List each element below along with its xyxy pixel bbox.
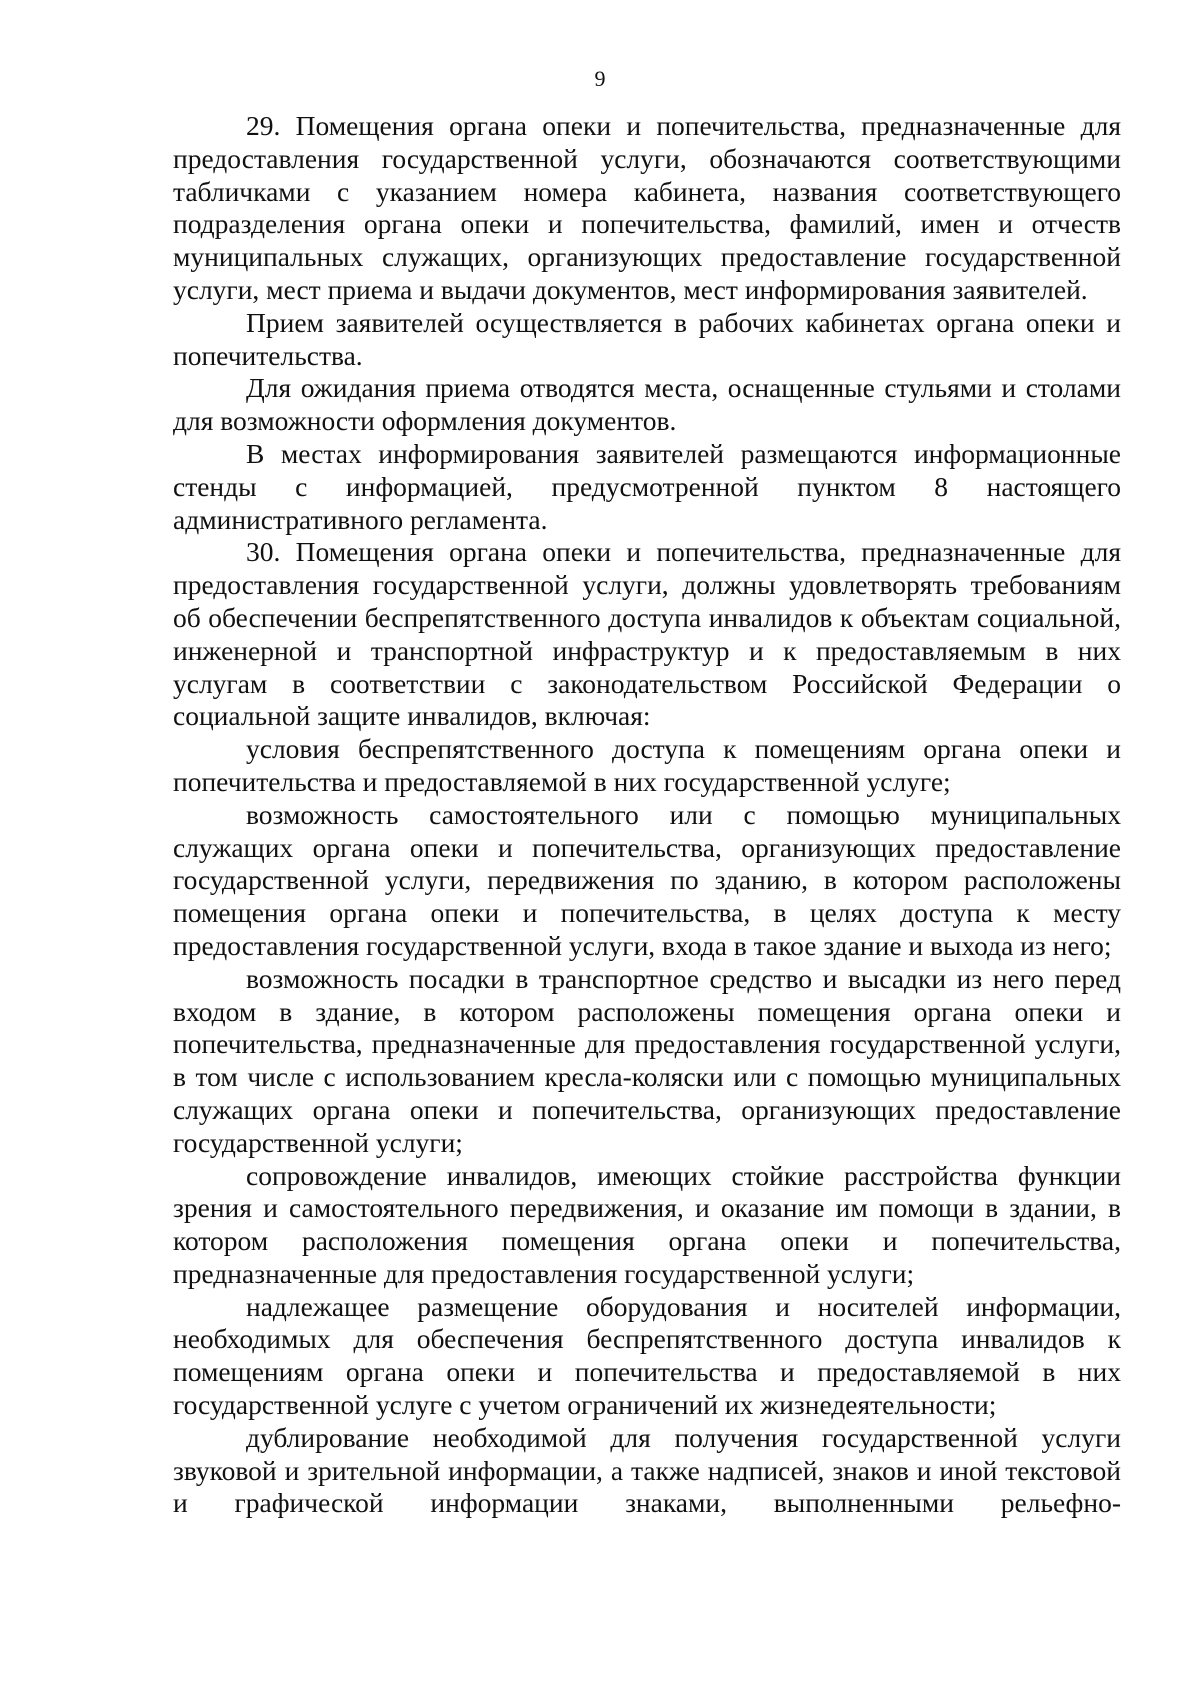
paragraph-info-stands: В местах информирования заявителей размещаются информационные стенды с информацией, предусмотренной пунктом 8 настоящего административного регламента. bbox=[173, 437, 1121, 535]
document-body bbox=[173, 110, 1121, 1520]
paragraph-waiting: Для ожидания приема отводятся места, оснащенные стульями и столами для возможности оформления документов. bbox=[173, 372, 1121, 437]
list-item-duplication: дублирование необходимой для получения государственной услуги звуковой и зрительной информации, а также надписей, знаков и иной текстовой и графической информации знаками, выполненными рельефно- bbox=[173, 1421, 1121, 1519]
list-item-movement: возможность самостоятельного или с помощью муниципальных служащих органа опеки и попечительства, организующих предоставление государственной услуги, передвижения по зданию, в котором расположены помещения органа опеки и попечительства, в целях доступа к месту предоставления государственной услуги, входа в такое здание и выхода из него; bbox=[173, 798, 1121, 961]
paragraph-29: 29. Помещения органа опеки и попечительства, предназначенные для предоставления государственной услуги, обозначаются соответствующими табличками с указанием номера кабинета, названия соответствующего подразделения органа опеки и попечительства, фамилий, имен и отчеств муниципальных служащих, организующих предоставление государственной услуги, мест приема и выдачи документов, мест информирования заявителей. bbox=[173, 110, 1121, 305]
paragraph-30: 30. Помещения органа опеки и попечительства, предназначенные для предоставления государственной услуги, должны удовлетворять требованиям об обеспечении беспрепятственного доступа инвалидов к объектам социальной, инженерной и транспортной инфраструктур и к предоставляемым в них услугам в соответствии с законодательством Российской Федерации о социальной защите инвалидов, включая: bbox=[173, 536, 1121, 732]
page-number: 9 bbox=[594, 66, 606, 91]
list-item-transport: возможность посадки в транспортное средство и высадки из него перед входом в здание, в котором расположены помещения органа опеки и попечительства, предназначенные для предоставления государственной услуги, в том числе с использованием кресла-коляски или с помощью муниципальных служащих органа опеки и попечительства, организующих предоставление государственной услуги; bbox=[173, 962, 1121, 1158]
paragraph-reception: Прием заявителей осуществляется в рабочих кабинетах органа опеки и попечительства. bbox=[173, 306, 1121, 371]
list-item-access-conditions: условия беспрепятственного доступа к помещениям органа опеки и попечительства и предоставляемой в них государственной услуге; bbox=[173, 733, 1121, 797]
list-item-equipment: надлежащее размещение оборудования и носителей информации, необходимых для обеспечения беспрепятственного доступа инвалидов к помещениям органа опеки и попечительства и предоставляемой в них государственной услуге с учетом ограничений их жизнедеятельности; bbox=[173, 1290, 1121, 1421]
list-item-accompaniment: сопровождение инвалидов, имеющих стойкие расстройства функции зрения и самостоятельного передвижения, и оказание им помощи в здании, в котором расположения помещения органа опеки и попечительства, предназначенные для предоставления государственной услуги; bbox=[173, 1159, 1121, 1289]
